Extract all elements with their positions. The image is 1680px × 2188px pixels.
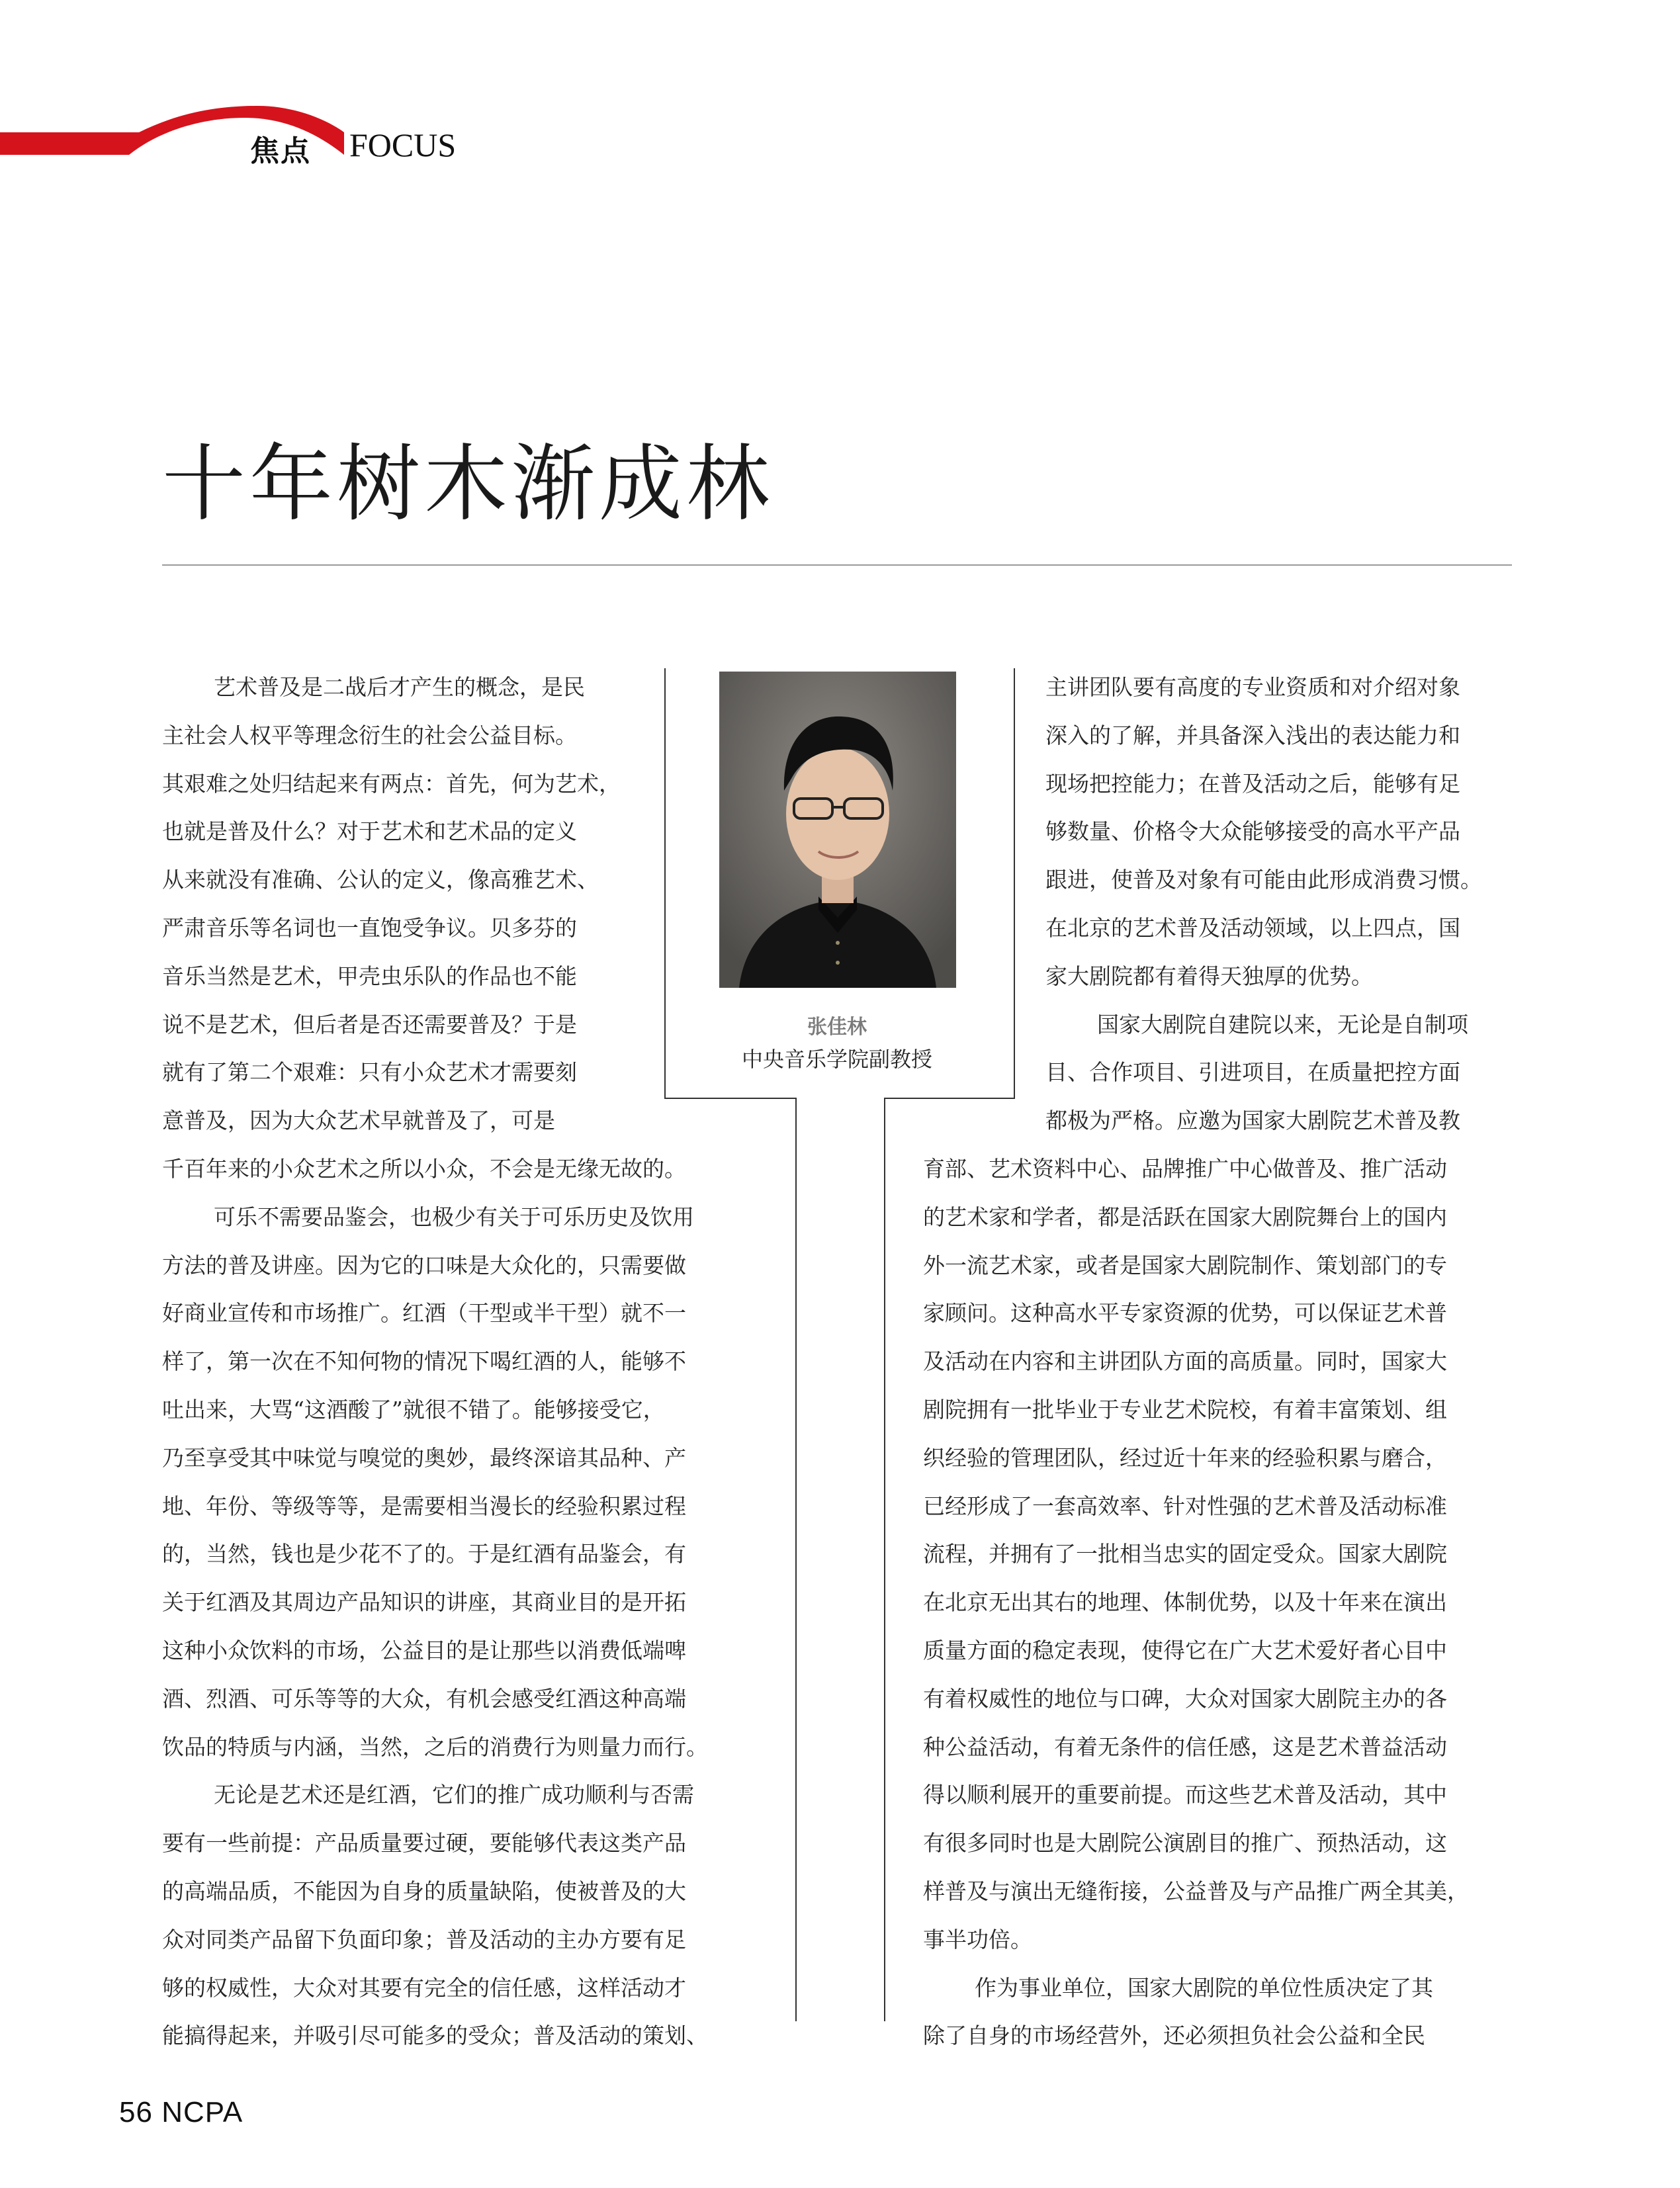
text-line: 酒、烈酒、可乐等等的大众，有机会感受红酒这种高端 (162, 1685, 686, 1712)
text-line: 吐出来，大骂“这酒酸了”就很不错了。能够接受它， (162, 1396, 665, 1422)
text-line: 主讲团队要有高度的专业资质和对介绍对象 (1045, 674, 1460, 700)
text-line: 音乐当然是艺术，甲壳虫乐队的作品也不能 (162, 963, 577, 989)
section-label-cn: 焦点 (250, 134, 311, 168)
text-line: 深入的了解，并具备深入浅出的表达能力和 (1045, 722, 1460, 748)
text-line: 严肃音乐等名词也一直饱受争议。贝多芬的 (162, 914, 577, 941)
magazine-name: NCPA (161, 2096, 243, 2128)
text-line: 关于红酒及其周边产品知识的讲座，其商业目的是开拓 (162, 1589, 686, 1616)
text-line: 国家大剧院自建院以来，无论是自制项 (1097, 1011, 1468, 1037)
portrait-photo (719, 672, 956, 988)
text-line: 外一流艺术家，或者是国家大剧院制作、策划部门的专 (923, 1252, 1447, 1278)
text-line: 千百年来的小众艺术之所以小众，不会是无缘无故的。 (162, 1155, 686, 1182)
photo-caption-title: 中央音乐学院副教授 (741, 1047, 932, 1072)
text-line: 方法的普及讲座。因为它的口味是大众化的，只需要做 (162, 1252, 686, 1278)
text-line: 目、合作项目、引进项目，在质量把控方面 (1045, 1059, 1460, 1086)
text-line: 从来就没有准确、公认的定义，像高雅艺术、 (162, 867, 599, 893)
text-line: 的高端品质，不能因为自身的质量缺陷，使被普及的大 (162, 1878, 686, 1904)
text-line: 也就是普及什么？对于艺术和艺术品的定义 (162, 818, 577, 845)
text-line: 都极为严格。应邀为国家大剧院艺术普及教 (1045, 1108, 1460, 1134)
body-text-right-column (923, 664, 1512, 2060)
text-line: 现场把控能力；在普及活动之后，能够有足 (1045, 770, 1460, 797)
text-line: 说不是艺术，但后者是否还需要普及？于是 (162, 1011, 577, 1037)
text-line: 在北京的艺术普及活动领域，以上四点，国 (1045, 914, 1460, 941)
text-line: 地、年份、等级等等，是需要相当漫长的经验积累过程 (162, 1493, 686, 1519)
text-line: 乃至享受其中味觉与嗅觉的奥妙，最终深谙其品种、产 (162, 1444, 686, 1471)
title-divider (162, 564, 1512, 566)
text-line: 无论是艺术还是红酒，它们的推广成功顺利与否需 (214, 1782, 694, 1808)
text-line: 艺术普及是二战后才产生的概念，是民 (214, 674, 585, 700)
text-line: 育部、艺术资料中心、品牌推广中心做普及、推广活动 (923, 1155, 1447, 1182)
text-line: 的艺术家和学者，都是活跃在国家大剧院舞台上的国内 (923, 1203, 1447, 1230)
text-line: 剧院拥有一批毕业于专业艺术院校，有着丰富策划、组 (923, 1396, 1447, 1422)
text-line: 种公益活动，有着无条件的信任感，这是艺术普益活动 (923, 1733, 1447, 1760)
text-line: 质量方面的稳定表现，使得它在广大艺术爱好者心目中 (923, 1637, 1447, 1663)
text-line: 事半功倍。 (923, 1926, 1032, 1952)
text-line: 跟进，使普及对象有可能由此形成消费习惯。 (1045, 867, 1482, 893)
text-line: 织经验的管理团队，经过近十年来的经验积累与磨合， (923, 1444, 1447, 1471)
text-line: 得以顺利展开的重要前提。而这些艺术普及活动，其中 (923, 1782, 1447, 1808)
text-line: 在北京无出其右的地理、体制优势，以及十年来在演出 (923, 1589, 1447, 1616)
text-line: 流程，并拥有了一批相当忠实的固定受众。国家大剧院 (923, 1541, 1447, 1567)
text-line: 饮品的特质与内涵，当然，之后的消费行为则量力而行。 (162, 1733, 708, 1760)
text-line: 样普及与演出无缝衔接，公益普及与产品推广两全其美， (923, 1878, 1469, 1904)
text-line: 众对同类产品留下负面印象；普及活动的主办方要有足 (162, 1926, 686, 1952)
text-line: 够数量、价格令大众能够接受的高水平产品 (1045, 818, 1460, 845)
text-line: 够的权威性，大众对其要有完全的信任感，这样活动才 (162, 1974, 686, 2001)
text-line: 作为事业单位，国家大剧院的单位性质决定了其 (975, 1974, 1433, 2001)
text-line: 意普及，因为大众艺术早就普及了，可是 (162, 1108, 555, 1134)
text-line: 家顾问。这种高水平专家资源的优势，可以保证艺术普 (923, 1300, 1447, 1327)
text-line: 好商业宣传和市场推广。红酒（干型或半干型）就不一 (162, 1300, 686, 1327)
text-line: 有很多同时也是大剧院公演剧目的推广、预热活动，这 (923, 1830, 1447, 1857)
text-line: 就有了第二个艰难：只有小众艺术才需要刻 (162, 1059, 577, 1086)
text-line: 其艰难之处归结起来有两点：首先，何为艺术， (162, 770, 621, 797)
text-line: 的，当然，钱也是少花不了的。于是红酒有品鉴会，有 (162, 1541, 686, 1567)
text-line: 能搞得起来，并吸引尽可能多的受众；普及活动的策划、 (162, 2023, 708, 2049)
text-line: 除了自身的市场经营外，还必须担负社会公益和全民 (923, 2023, 1425, 2049)
text-line: 主社会人权平等理念衍生的社会公益目标。 (162, 722, 577, 748)
body-text-left-column (162, 664, 751, 2060)
text-line: 要有一些前提：产品质量要过硬，要能够代表这类产品 (162, 1830, 686, 1857)
page-number: 56 (119, 2096, 153, 2128)
text-line: 已经形成了一套高效率、针对性强的艺术普及活动标准 (923, 1493, 1447, 1519)
article-title: 十年树木渐成林 (162, 435, 774, 533)
text-line: 及活动在内容和主讲团队方面的高质量。同时，国家大 (923, 1348, 1447, 1375)
section-label-en: FOCUS (349, 126, 457, 163)
text-line: 可乐不需要品鉴会，也极少有关于可乐历史及饮用 (214, 1203, 694, 1230)
text-line: 这种小众饮料的市场，公益目的是让那些以消费低端啤 (162, 1637, 686, 1663)
page-footer (119, 2096, 243, 2129)
text-line: 家大剧院都有着得天独厚的优势。 (1045, 963, 1373, 989)
photo-caption-name: 张佳林 (807, 1016, 867, 1039)
text-line: 样了，第一次在不知何物的情况下喝红酒的人，能够不 (162, 1348, 686, 1375)
text-line: 有着权威性的地位与口碑，大众对国家大剧院主办的各 (923, 1685, 1447, 1712)
